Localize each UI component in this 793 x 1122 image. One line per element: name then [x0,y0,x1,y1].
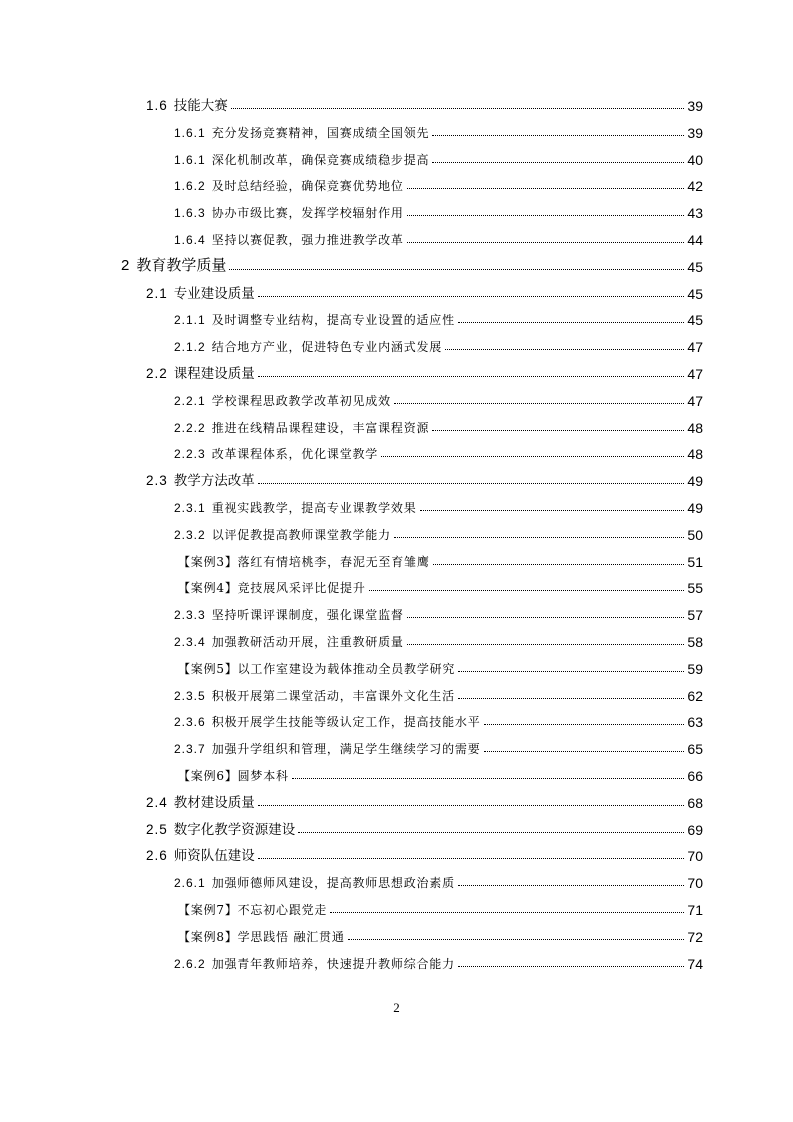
toc-entry-number: 2.6 [146,848,168,864]
toc-entry-text: 【案例3】落红有情培桃李，春泥无至育雏鹰 [178,554,430,569]
toc-entry[interactable] [146,816,703,838]
toc-entry[interactable] [146,467,703,489]
toc-entry-number: 2.2.1 [174,393,206,408]
toc-entry-text: 重视实践教学，提高专业课教学效果 [211,501,417,515]
toc-entry-number: 2.1.1 [174,313,206,328]
toc-entry-title [174,633,404,650]
toc-leader-dots [348,938,685,940]
toc-entry[interactable] [146,842,703,864]
toc-entry-title [174,499,417,516]
toc-entry[interactable] [174,708,703,730]
toc-leader-dots [381,455,684,457]
toc-entry[interactable] [178,896,703,918]
toc-entry[interactable] [174,735,703,757]
toc-entry-page: 45 [687,312,703,329]
toc-entry-title [174,445,378,462]
toc-entry-text: 及时调整专业结构，提高专业设置的适应性 [211,313,455,328]
toc-leader-dots [298,831,684,833]
toc-entry-number: 1.6.1 [174,125,206,140]
toc-entry[interactable] [174,682,703,704]
toc-entry[interactable] [174,119,703,141]
toc-entry-number: 2.3.7 [174,742,206,757]
toc-entry-number: 2.1.2 [174,340,206,355]
toc-entry-text: 专业建设质量 [173,285,255,302]
toc-leader-dots [258,804,685,806]
toc-entry-title [174,740,481,757]
toc-entry-title [146,844,255,864]
toc-entry[interactable] [178,574,703,596]
toc-entry-number: 2.2.2 [174,420,206,435]
toc-entry-title [174,606,404,623]
toc-entry-number: 2 [121,256,131,274]
toc-entry-text: 推进在线精品课程建设，丰富课程资源 [211,420,430,435]
toc-entry-page: 62 [687,687,703,704]
toc-entry[interactable] [174,521,703,543]
toc-leader-dots [407,643,685,645]
toc-leader-dots [407,214,685,216]
toc-entry-page: 45 [687,285,703,302]
toc-leader-dots [229,268,684,270]
toc-entry[interactable] [146,280,703,302]
toc-entry-text: 加强升学组织和管理，满足学生继续学习的需要 [211,742,481,757]
toc-entry-text: 以评促教提高教师课堂教学能力 [211,527,391,542]
toc-entry-text: 学校课程思政教学改革初见成效 [211,393,391,408]
toc-entry-title [146,362,255,382]
toc-entry-text: 师资队伍建设 [173,848,255,865]
toc-entry[interactable] [174,146,703,168]
page-number: 2 [393,1000,400,1015]
toc-entry-page: 74 [687,955,703,972]
toc-entry[interactable] [174,628,703,650]
toc-entry-text: 充分发扬竞赛精神，国赛成绩全国领先 [211,125,430,140]
toc-entry-title [174,338,442,355]
toc-entry-number: 2.6.1 [174,876,206,891]
toc-entry-title [178,660,455,677]
toc-entry-text: 【案例8】学思践悟 融汇贯通 [178,929,345,944]
toc-leader-dots [394,402,685,404]
toc-entry-page: 47 [687,366,703,382]
toc-entry-page: 55 [687,580,703,597]
toc-entry-page: 58 [687,634,703,650]
toc-entry[interactable] [174,199,703,221]
toc-entry-title [174,526,391,543]
toc-entry-page: 39 [687,98,703,114]
toc-entry-page: 45 [687,258,703,275]
toc-leader-dots [458,884,685,886]
toc-leader-dots [432,161,684,163]
toc-entry[interactable] [174,601,703,623]
toc-leader-dots [458,321,685,323]
toc-entry-text: 加强青年教师培养，快速提升教师综合能力 [211,956,455,971]
toc-entry-number: 1.6.2 [174,179,206,194]
toc-entry[interactable] [174,226,703,248]
toc-entry-page: 47 [687,339,703,356]
toc-leader-dots [433,563,685,565]
toc-entry[interactable] [178,762,703,784]
toc-entry-text: 改革课程体系，优化课堂教学 [211,447,379,462]
toc-entry-text: 加强师德师风建设，提高教师思想政治素质 [211,876,455,891]
toc-entry-page: 51 [687,553,703,570]
toc-entry-text: 协办市级比赛，发挥学校辐射作用 [211,206,404,221]
toc-entry-page: 40 [687,151,703,168]
toc-leader-dots [458,670,684,672]
toc-leader-dots [432,429,684,431]
toc-entry[interactable] [174,172,703,194]
toc-leader-dots [484,723,685,725]
toc-entry-title [178,579,366,596]
toc-entry-number: 1.6 [146,98,168,113]
toc-leader-dots [445,348,684,350]
toc-entry-number: 1.6.3 [174,206,206,221]
toc-entry-number: 2.3 [146,473,168,489]
toc-leader-dots [407,616,685,618]
toc-entry-page: 70 [687,848,703,865]
toc-entry-title [174,955,455,972]
toc-entry-text: 【案例7】不忘初心跟党走 [178,903,328,917]
toc-entry-number: 2.3.2 [174,527,206,542]
toc-entry-text: 坚持听课评课制度，强化课堂监督 [211,608,404,623]
toc-leader-dots [420,509,685,511]
toc-entry-text: 结合地方产业，促进特色专业内涵式发展 [211,340,443,355]
toc-entry-text: 【案例5】以工作室建设为载体推动全员教学研究 [178,661,456,676]
toc-entry[interactable] [174,306,703,328]
toc-entry-page: 42 [687,178,703,195]
toc-entry-title [121,254,226,275]
toc-entry-text: 深化机制改革，确保竞赛成绩稳步提高 [211,152,430,167]
toc-entry-title [174,151,429,168]
toc-entry-text: 积极开展学生技能等级认定工作，提高技能水平 [211,715,481,730]
toc-entry-page: 43 [687,205,703,222]
toc-entry-page: 48 [687,419,703,436]
toc-entry-title [174,177,404,194]
toc-entry-number: 2.3.5 [174,688,206,703]
toc-entry-number: 1.6.4 [174,233,206,247]
toc-entry-text: 及时总结经验，确保竞赛优势地位 [211,179,404,194]
toc-entry-number: 2.3.3 [174,608,206,623]
toc-entry-text: 积极开展第二课堂活动，丰富课外文化生活 [211,688,455,703]
toc-entry[interactable] [174,333,703,355]
toc-entry-page: 48 [687,446,703,463]
toc-leader-dots [432,134,684,136]
toc-entry-title [178,901,327,918]
toc-leader-dots [330,911,684,913]
toc-entry-title [174,687,455,704]
toc-entry-number: 2.3.4 [174,635,206,649]
toc-entry-number: 2.5 [146,821,168,837]
toc-entry-text: 加强教研活动开展，注重教研质量 [211,635,404,649]
toc-entry-number: 2.3.6 [174,715,206,730]
toc-entry[interactable] [174,440,703,462]
toc-entry-title [178,767,289,784]
toc-entry-text: 教学方法改革 [173,473,255,490]
toc-entry-title [178,553,430,570]
toc-entry-page: 72 [687,928,703,945]
toc-leader-dots [458,965,685,967]
toc-leader-dots [484,750,685,752]
toc-entry-page: 68 [687,794,703,811]
toc-entry-page: 49 [687,500,703,516]
toc-entry-page: 39 [687,124,703,141]
toc-entry-title [174,231,404,248]
toc-leader-dots [292,777,685,779]
toc-entry-text: 教育教学质量 [136,255,227,274]
toc-entry[interactable] [121,253,703,275]
toc-entry-page: 66 [687,768,703,784]
toc-leader-dots [394,536,685,538]
toc-leader-dots [258,482,685,484]
toc-entry-number: 2.2 [146,366,168,381]
toc-entry-number: 2.6.2 [174,956,206,971]
toc-entry-title [174,204,404,221]
toc-entry-text: 教材建设质量 [173,794,255,811]
toc-entry[interactable] [174,869,703,891]
toc-entry[interactable] [146,360,703,382]
toc-entry-title [174,713,481,730]
toc-entry-text: 数字化教学资源建设 [173,821,296,838]
toc-entry-page: 69 [687,821,703,838]
toc-entry-text: 课程建设质量 [173,366,255,382]
toc-entry[interactable] [174,494,703,516]
toc-entry-page: 65 [687,741,703,758]
toc-entry-number: 1.6.1 [174,152,206,167]
toc-leader-dots [407,241,685,243]
toc-entry-text: 【案例4】竞技展风采评比促提升 [178,581,366,596]
toc-entry-number: 2.3.1 [174,501,206,515]
toc-leader-dots [369,589,685,591]
toc-entry-page: 49 [687,473,703,490]
toc-entry[interactable] [146,789,703,811]
toc-entry-page: 47 [687,392,703,409]
toc-entry-title [146,791,255,811]
toc-entry-title [146,818,295,838]
toc-entry-number: 2.4 [146,794,168,810]
toc-leader-dots [231,107,685,109]
toc-entry-title [174,874,455,891]
toc-leader-dots [258,295,685,297]
toc-entry-page: 59 [687,660,703,677]
toc-entry-title [146,94,228,114]
toc-entry-page: 57 [687,607,703,624]
toc-entry-title [174,392,391,409]
toc-leader-dots [258,857,685,859]
toc-entry-number: 2.1 [146,285,168,301]
toc-entry[interactable] [174,950,703,972]
toc-entry-text: 坚持以赛促教，强力推进教学改革 [211,233,404,247]
toc-entry-title [174,419,429,436]
toc-entry-page: 44 [687,232,703,248]
toc-entry-page: 71 [687,902,703,918]
toc-entry-page: 70 [687,875,703,892]
toc-entry-title [178,928,345,945]
toc-entry-text: 【案例6】圆梦本科 [178,769,289,783]
toc-entry[interactable] [178,655,703,677]
toc-entry-title [146,469,255,489]
toc-entry-page: 50 [687,526,703,543]
toc-leader-dots [458,697,685,699]
toc-leader-dots [407,187,685,189]
toc-entry-title [174,124,429,141]
toc-entry[interactable] [178,923,703,945]
toc-entry[interactable] [174,387,703,409]
toc-entry[interactable] [178,548,703,570]
toc-entry-title [174,311,455,328]
toc-entry-text: 技能大赛 [173,98,228,114]
toc-entry-number: 2.2.3 [174,447,206,462]
toc-entry[interactable] [146,92,703,114]
toc-entry[interactable] [174,414,703,436]
toc-entry-title [146,282,255,302]
toc-leader-dots [258,375,685,377]
toc-entry-page: 63 [687,714,703,731]
